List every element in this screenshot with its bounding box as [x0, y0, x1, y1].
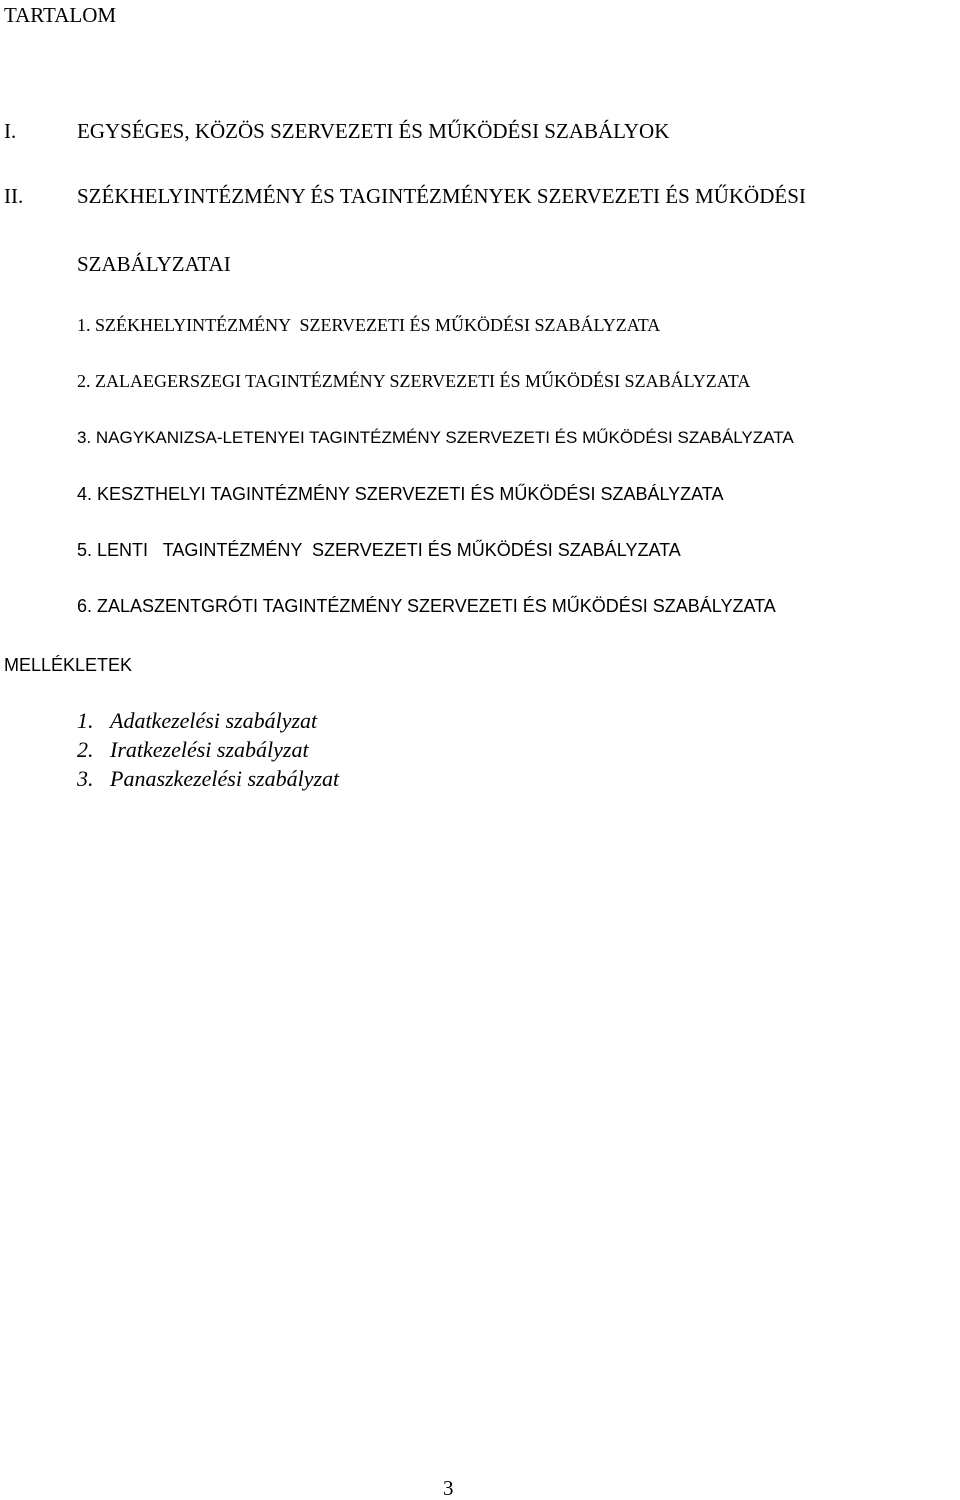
- section-2-number: II.: [4, 184, 24, 208]
- section-2-title-line-2: SZABÁLYZATAI: [77, 252, 231, 276]
- subsection-2: 2. ZALAEGERSZEGI TAGINTÉZMÉNY SZERVEZETI ÉS MŰKÖDÉSI SZABÁLYZATA: [77, 371, 751, 391]
- subsection-3: 3. NAGYKANIZSA-LETENYEI TAGINTÉZMÉNY SZERVEZETI ÉS MŰKÖDÉSI SZABÁLYZATA: [77, 428, 794, 447]
- subsection-6: 6. ZALASZENTGRÓTI TAGINTÉZMÉNY SZERVEZETI ÉS MŰKÖDÉSI SZABÁLYZATA: [77, 596, 776, 616]
- subsection-4: 4. KESZTHELYI TAGINTÉZMÉNY SZERVEZETI ÉS MŰKÖDÉSI SZABÁLYZATA: [77, 484, 724, 504]
- toc-title: TARTALOM: [4, 3, 117, 27]
- section-1-title: EGYSÉGES, KÖZÖS SZERVEZETI ÉS MŰKÖDÉSI SZABÁLYOK: [77, 119, 670, 143]
- section-1-number: I.: [4, 119, 17, 143]
- annexes-heading: MELLÉKLETEK: [4, 655, 133, 675]
- annex-number: 2.: [77, 737, 94, 762]
- page-number: 3: [443, 1476, 454, 1500]
- annex-number: 3.: [77, 766, 94, 791]
- annex-label: Panaszkezelési szabályzat: [110, 766, 340, 791]
- subsection-5: 5. LENTI TAGINTÉZMÉNY SZERVEZETI ÉS MŰKÖDÉSI SZABÁLYZATA: [77, 540, 681, 560]
- subsection-1: 1. SZÉKHELYINTÉZMÉNY SZERVEZETI ÉS MŰKÖDÉSI SZABÁLYZATA: [77, 315, 661, 335]
- annex-item: [77, 710, 317, 732]
- annex-item: [77, 739, 309, 761]
- section-2-title-line-1: SZÉKHELYINTÉZMÉNY ÉS TAGINTÉZMÉNYEK SZERVEZETI ÉS MŰKÖDÉSI: [77, 184, 806, 208]
- annex-label: Adatkezelési szabályzat: [110, 708, 318, 733]
- annex-number: 1.: [77, 708, 94, 733]
- annex-label: Iratkezelési szabályzat: [110, 737, 309, 762]
- annex-item: [77, 768, 339, 790]
